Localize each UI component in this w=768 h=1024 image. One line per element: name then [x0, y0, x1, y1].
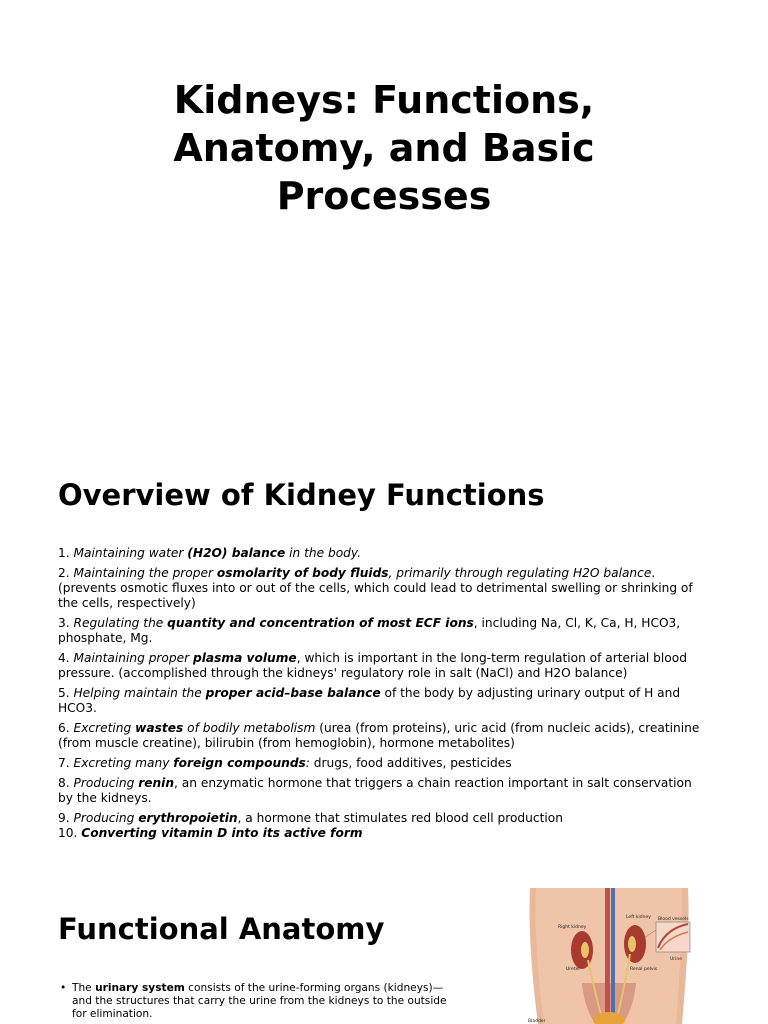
text-run: plasma volume — [193, 651, 297, 665]
label-bladder: Bladder — [528, 1019, 546, 1024]
kidney-function-list — [58, 546, 708, 846]
function-item — [58, 546, 708, 561]
text-run: foreign compounds — [173, 756, 306, 770]
text-run: Producing — [73, 776, 139, 790]
text-run: quantity and concentration of most ECF ions — [167, 616, 474, 630]
label-blood-vessels: Blood vessels — [658, 917, 689, 922]
text-run: consists of the urine-forming organs (kidneys)—and the structures that carry the urine from the kidneys to the outside for elimination. — [72, 982, 447, 1020]
function-item — [58, 776, 708, 806]
function-item-number: 8. — [58, 776, 74, 790]
anatomy-heading: Functional Anatomy — [58, 912, 385, 946]
text-run: Excreting many — [73, 756, 174, 770]
text-run: . (prevents osmotic fluxes into or out of the cells, which could lead to detrimental swelling or shrinking of the cells, respectively) — [58, 566, 693, 610]
text-run: , which is important in the long-term regulation of arterial blood pressure. (accomplished through the kidneys' regulatory role in salt (NaCl) and H2O balance) — [58, 651, 687, 680]
slide-title: Kidneys: Functions, Anatomy, and Basic Processes — [173, 78, 595, 218]
bullet-item — [60, 982, 450, 1021]
function-item-number: 10. — [58, 826, 82, 840]
text-run: renin — [138, 776, 175, 790]
function-item-number: 4. — [58, 651, 74, 665]
text-run: (urea (from proteins), uric acid (from nucleic acids), creatinine (from muscle creatine), bilirubin (from hemoglobin), hormone metabolites) — [58, 721, 700, 750]
function-item-number: 7. — [58, 756, 74, 770]
label-left-kidney: Left kidney — [626, 915, 651, 920]
text-run: , including Na, Cl, K, Ca, H, HCO3, phosphate, Mg. — [58, 616, 681, 645]
text-run: , a hormone that stimulates red blood cell production — [237, 811, 563, 825]
label-ureter: Ureter — [566, 967, 581, 972]
text-run: , an enzymatic hormone that triggers a chain reaction important in salt conservation by the kidneys. — [58, 776, 692, 805]
text-run: proper acid–base balance — [205, 686, 381, 700]
overview-slide — [0, 440, 768, 860]
bullet-dot-icon: • — [60, 982, 67, 994]
text-run: Maintaining the proper — [73, 566, 217, 580]
label-right-kidney: Right kidney — [558, 925, 587, 930]
text-run: , primarily through regulating H2O balance — [388, 566, 652, 580]
function-item-number: 3. — [58, 616, 74, 630]
text-run: Excreting — [73, 721, 136, 735]
function-item — [58, 756, 708, 771]
title-slide — [0, 0, 768, 440]
text-run: Converting vitamin D into its active form — [81, 826, 363, 840]
function-item — [58, 811, 708, 826]
text-run: : — [305, 756, 310, 770]
text-run: urinary system — [95, 982, 185, 994]
text-run: Maintaining water — [73, 546, 188, 560]
label-renal-pelvis: Renal pelvis — [630, 967, 658, 972]
function-item-number: 1. — [58, 546, 74, 560]
function-item — [58, 616, 708, 646]
urinary-system-illustration — [522, 888, 696, 1024]
text-run: erythropoietin — [138, 811, 238, 825]
function-item-number: 9. — [58, 811, 74, 825]
anatomy-slide — [0, 860, 768, 1024]
text-run: Producing — [73, 811, 139, 825]
function-item-number: 2. — [58, 566, 74, 580]
anatomy-bullet-list — [60, 982, 450, 1021]
text-run: of bodily metabolism — [183, 721, 316, 735]
text-run: of the body by adjusting urinary output of H and HCO3. — [58, 686, 681, 715]
bullet-text — [72, 982, 450, 1021]
function-item — [58, 651, 708, 681]
function-item — [58, 686, 708, 716]
text-run: Regulating the — [73, 616, 168, 630]
text-run: Helping maintain the — [73, 686, 206, 700]
text-run: in the body. — [285, 546, 362, 560]
function-item — [58, 566, 708, 611]
text-run: (H2O) balance — [187, 546, 286, 560]
text-run: The — [72, 982, 96, 994]
urinary-system-svg — [522, 888, 696, 1024]
text-run: wastes — [135, 721, 184, 735]
text-run: osmolarity of body fluids — [216, 566, 389, 580]
text-run: Maintaining proper — [73, 651, 194, 665]
function-item — [58, 721, 708, 751]
label-urine: Urine — [670, 957, 683, 962]
text-run: drugs, food additives, pesticides — [309, 756, 512, 770]
overview-heading: Overview of Kidney Functions — [58, 478, 545, 512]
function-item-number: 5. — [58, 686, 74, 700]
function-item — [58, 826, 708, 841]
function-item-number: 6. — [58, 721, 74, 735]
